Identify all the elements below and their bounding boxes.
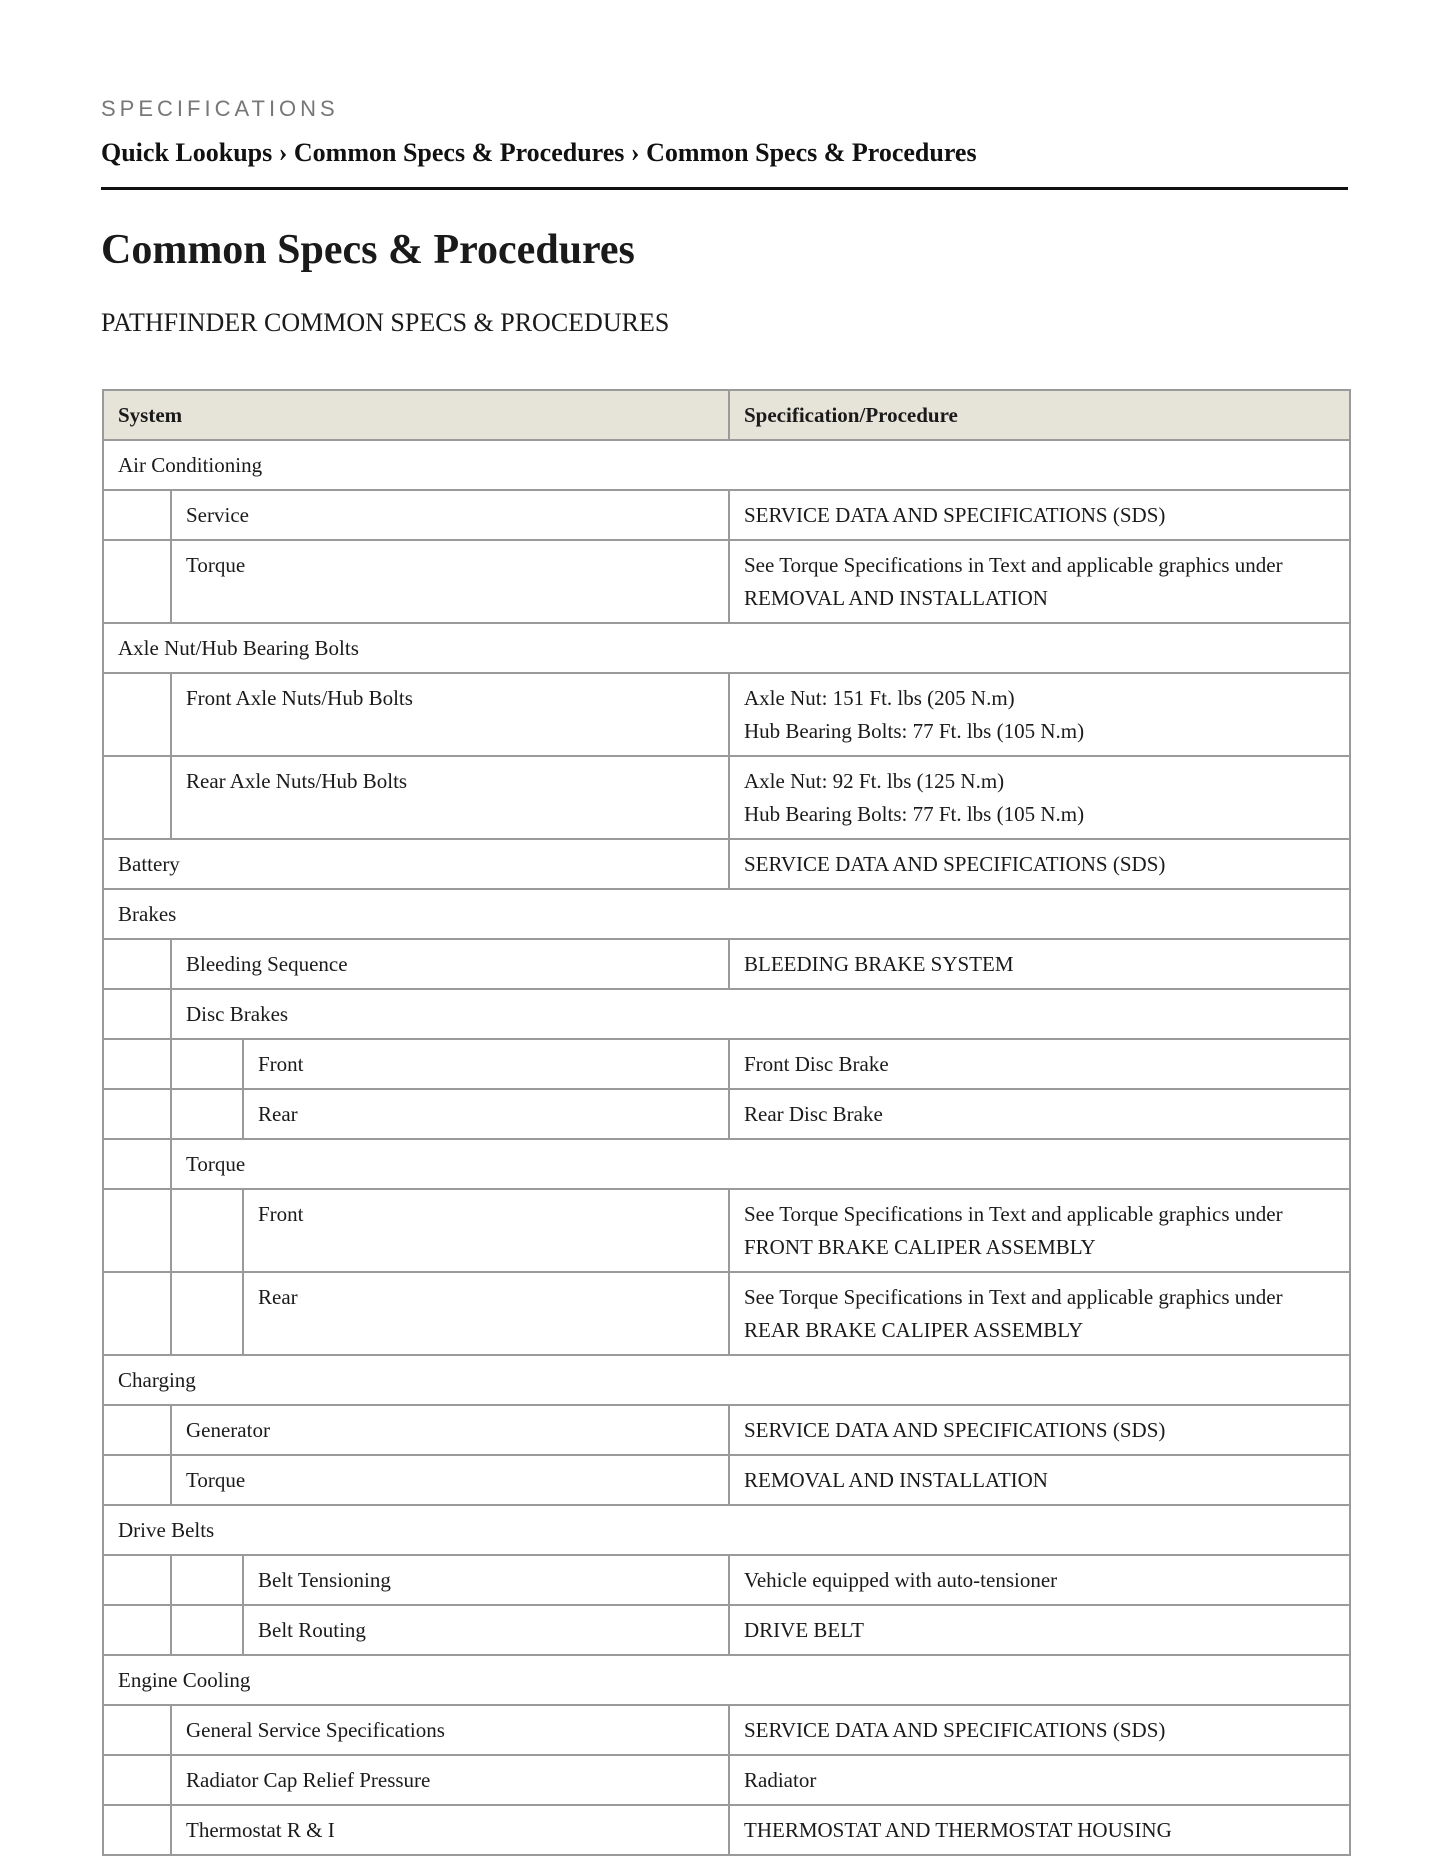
spec-line: DRIVE BELT — [744, 1618, 864, 1642]
indent-cell — [103, 673, 171, 756]
system-group-label: Engine Cooling — [103, 1655, 1350, 1705]
spec-line: REMOVAL AND INSTALLATION — [744, 586, 1048, 610]
spec-line: Vehicle equipped with auto-tensioner — [744, 1568, 1058, 1592]
indent-cell — [103, 1089, 171, 1139]
spec-line: See Torque Specifications in Text and applicable graphics under — [744, 1202, 1283, 1226]
indent-cell — [171, 1189, 243, 1272]
indent-cell — [103, 1705, 171, 1755]
system-item-label: Radiator Cap Relief Pressure — [171, 1755, 729, 1805]
spec-line: BLEEDING BRAKE SYSTEM — [744, 952, 1014, 976]
system-item-label: Disc Brakes — [171, 989, 1350, 1039]
spec-cell — [729, 1039, 1350, 1089]
system-group-label: Battery — [103, 839, 729, 889]
page-subtitle: PATHFINDER COMMON SPECS & PROCEDURES — [101, 308, 670, 337]
table-row — [103, 1505, 1350, 1555]
spec-cell — [729, 490, 1350, 540]
system-item-label: Front Axle Nuts/Hub Bolts — [171, 673, 729, 756]
table-row — [103, 756, 1350, 839]
table-row — [103, 1755, 1350, 1805]
spec-line: SERVICE DATA AND SPECIFICATIONS (SDS) — [744, 503, 1166, 527]
table-row — [103, 1089, 1350, 1139]
spec-cell — [729, 1272, 1350, 1355]
spec-line: Hub Bearing Bolts: 77 Ft. lbs (105 N.m) — [744, 719, 1085, 743]
indent-cell — [103, 1555, 171, 1605]
table-row — [103, 440, 1350, 490]
spec-line: See Torque Specifications in Text and applicable graphics under — [744, 553, 1283, 577]
spec-line: SERVICE DATA AND SPECIFICATIONS (SDS) — [744, 1718, 1166, 1742]
spec-cell — [729, 1605, 1350, 1655]
indent-cell — [103, 1272, 171, 1355]
spec-cell — [729, 1555, 1350, 1605]
system-group-label: Brakes — [103, 889, 1350, 939]
page-title: Common Specs & Procedures — [101, 227, 635, 273]
spec-line: See Torque Specifications in Text and applicable graphics under — [744, 1285, 1283, 1309]
table-row — [103, 1655, 1350, 1705]
spec-cell — [729, 839, 1350, 889]
system-item-label: Rear Axle Nuts/Hub Bolts — [171, 756, 729, 839]
indent-cell — [103, 1455, 171, 1505]
system-item-label: Torque — [171, 540, 729, 623]
spec-line: THERMOSTAT AND THERMOSTAT HOUSING — [744, 1818, 1172, 1842]
table-row — [103, 1455, 1350, 1505]
indent-cell — [103, 939, 171, 989]
spec-line: Hub Bearing Bolts: 77 Ft. lbs (105 N.m) — [744, 802, 1085, 826]
spec-line: FRONT BRAKE CALIPER ASSEMBLY — [744, 1235, 1096, 1259]
system-item-label: Front — [243, 1189, 729, 1272]
system-item-label: Front — [243, 1039, 729, 1089]
header-divider — [101, 187, 1348, 190]
spec-line: REMOVAL AND INSTALLATION — [744, 1468, 1048, 1492]
table-body — [103, 440, 1350, 1855]
indent-cell — [171, 1605, 243, 1655]
indent-cell — [103, 1755, 171, 1805]
breadcrumb: Quick Lookups › Common Specs & Procedures › Common Specs & Procedures — [101, 138, 977, 167]
spec-cell — [729, 756, 1350, 839]
table-row — [103, 1705, 1350, 1755]
table-row — [103, 490, 1350, 540]
indent-cell — [171, 1555, 243, 1605]
indent-cell — [103, 1189, 171, 1272]
spec-line: SERVICE DATA AND SPECIFICATIONS (SDS) — [744, 1418, 1166, 1442]
table-row — [103, 889, 1350, 939]
indent-cell — [103, 1605, 171, 1655]
column-header-spec: Specification/Procedure — [729, 390, 1350, 440]
table-row — [103, 1189, 1350, 1272]
table-row — [103, 623, 1350, 673]
system-item-label: Torque — [171, 1139, 1350, 1189]
spec-line: Front Disc Brake — [744, 1052, 889, 1076]
spec-cell — [729, 939, 1350, 989]
table-row — [103, 1139, 1350, 1189]
indent-cell — [171, 1039, 243, 1089]
system-item-label: Thermostat R & I — [171, 1805, 729, 1855]
column-header-system: System — [103, 390, 729, 440]
section-label: SPECIFICATIONS — [101, 96, 339, 121]
spec-line: Rear Disc Brake — [744, 1102, 883, 1126]
spec-line: Axle Nut: 151 Ft. lbs (205 N.m) — [744, 686, 1015, 710]
table-row — [103, 1605, 1350, 1655]
table-row — [103, 989, 1350, 1039]
spec-cell — [729, 1705, 1350, 1755]
system-item-label: Torque — [171, 1455, 729, 1505]
table-row — [103, 1405, 1350, 1455]
table-row — [103, 839, 1350, 889]
system-group-label: Air Conditioning — [103, 440, 1350, 490]
system-item-label: Belt Routing — [243, 1605, 729, 1655]
spec-line: REAR BRAKE CALIPER ASSEMBLY — [744, 1318, 1084, 1342]
table-row — [103, 1555, 1350, 1605]
spec-cell — [729, 1455, 1350, 1505]
indent-cell — [171, 1089, 243, 1139]
table-row — [103, 540, 1350, 623]
spec-cell — [729, 1755, 1350, 1805]
indent-cell — [103, 490, 171, 540]
system-item-label: Rear — [243, 1272, 729, 1355]
system-item-label: Service — [171, 490, 729, 540]
indent-cell — [103, 1805, 171, 1855]
table-row — [103, 1805, 1350, 1855]
indent-cell — [103, 1039, 171, 1089]
system-item-label: Generator — [171, 1405, 729, 1455]
table-header-row — [103, 390, 1350, 440]
system-group-label: Axle Nut/Hub Bearing Bolts — [103, 623, 1350, 673]
system-group-label: Drive Belts — [103, 1505, 1350, 1555]
spec-line: SERVICE DATA AND SPECIFICATIONS (SDS) — [744, 852, 1166, 876]
spec-cell — [729, 673, 1350, 756]
table-row — [103, 1355, 1350, 1405]
indent-cell — [103, 989, 171, 1039]
specs-table — [102, 389, 1351, 1856]
spec-cell — [729, 1405, 1350, 1455]
spec-cell — [729, 540, 1350, 623]
spec-cell — [729, 1805, 1350, 1855]
spec-line: Axle Nut: 92 Ft. lbs (125 N.m) — [744, 769, 1005, 793]
table-row — [103, 1272, 1350, 1355]
system-item-label: Bleeding Sequence — [171, 939, 729, 989]
spec-cell — [729, 1089, 1350, 1139]
indent-cell — [103, 756, 171, 839]
indent-cell — [171, 1272, 243, 1355]
table-row — [103, 1039, 1350, 1089]
indent-cell — [103, 1139, 171, 1189]
system-item-label: Rear — [243, 1089, 729, 1139]
system-item-label: General Service Specifications — [171, 1705, 729, 1755]
table-row — [103, 939, 1350, 989]
indent-cell — [103, 1405, 171, 1455]
spec-cell — [729, 1189, 1350, 1272]
table-row — [103, 673, 1350, 756]
spec-line: Radiator — [744, 1768, 817, 1792]
system-group-label: Charging — [103, 1355, 1350, 1405]
indent-cell — [103, 540, 171, 623]
system-item-label: Belt Tensioning — [243, 1555, 729, 1605]
